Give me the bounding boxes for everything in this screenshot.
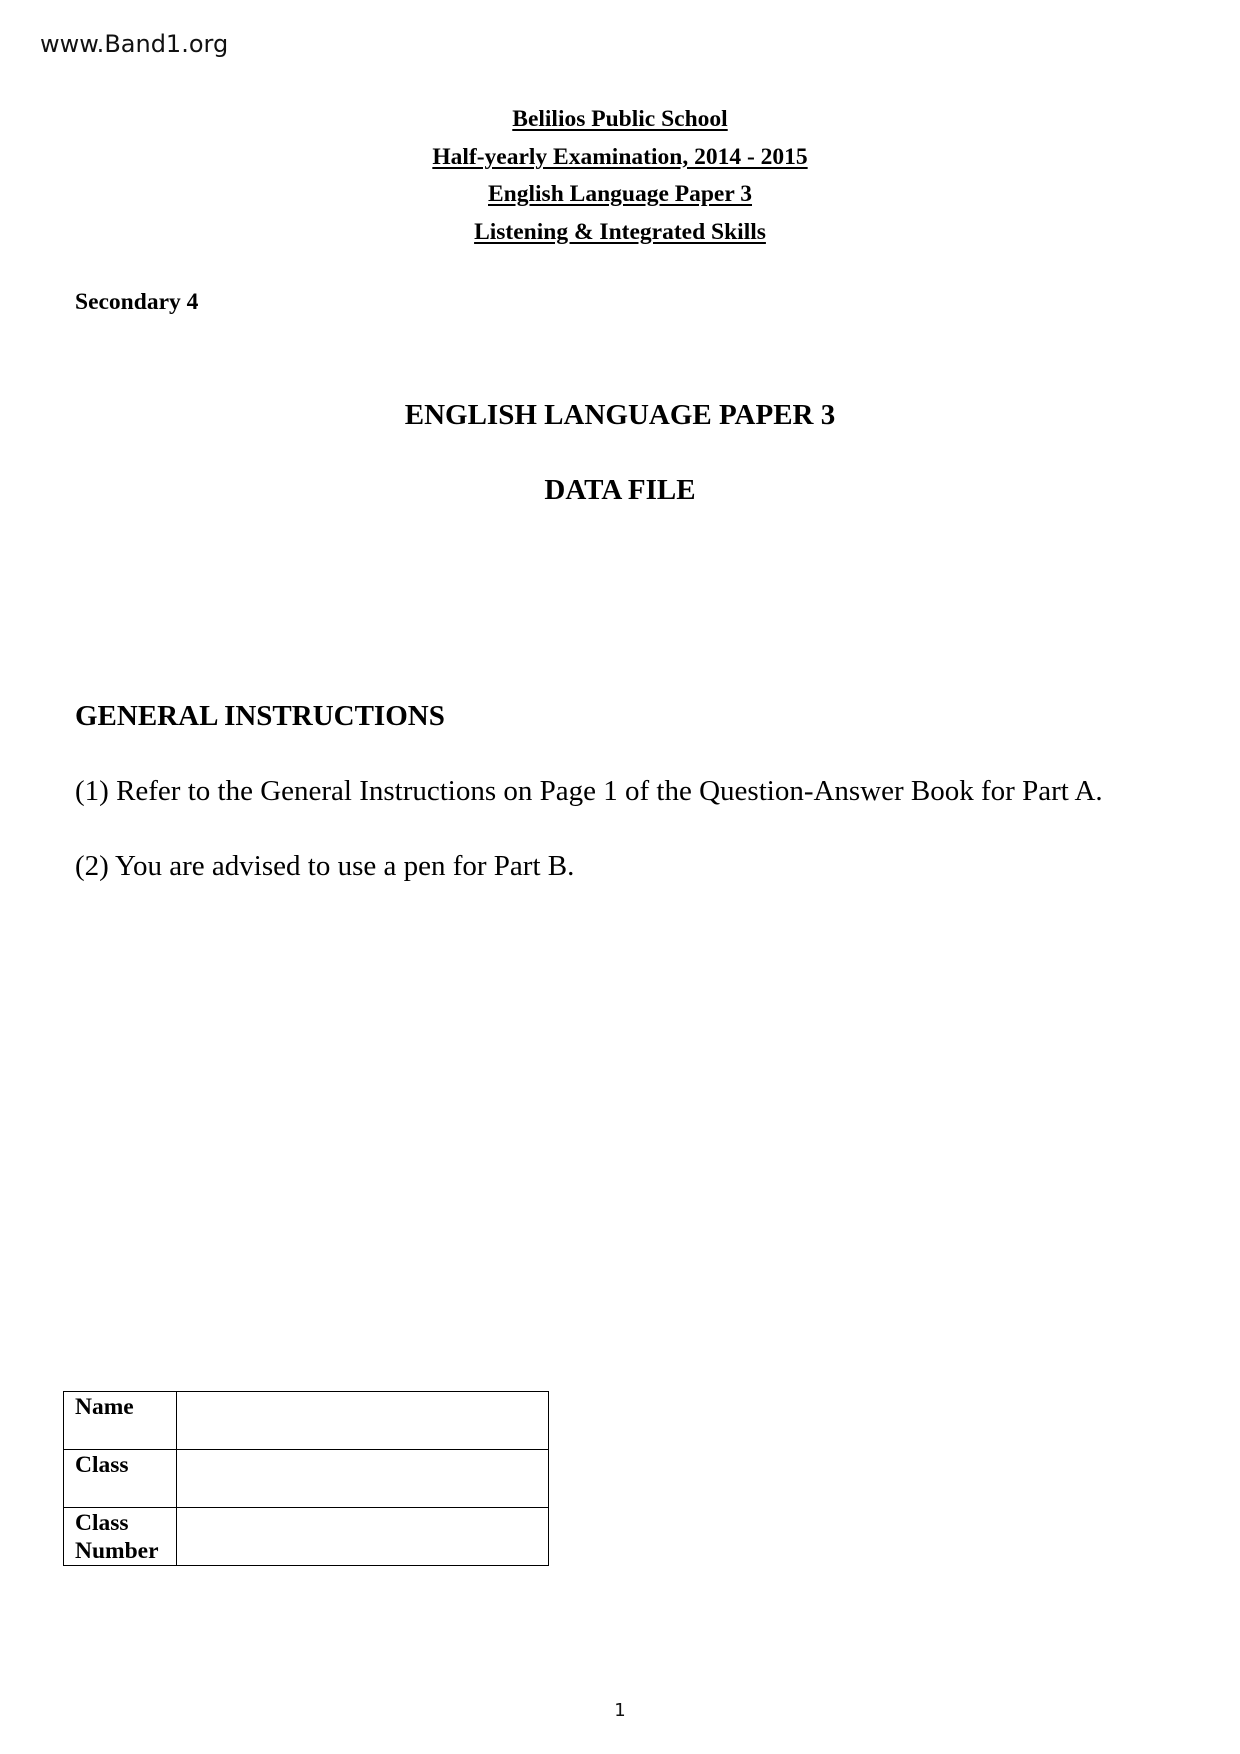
student-info-table xyxy=(63,1391,549,1566)
name-label: Name xyxy=(64,1392,177,1450)
table-row xyxy=(64,1392,549,1450)
watermark-url: www.Band1.org xyxy=(40,30,229,58)
table-row xyxy=(64,1508,549,1566)
page-number: 1 xyxy=(614,1700,626,1721)
paper-title: ENGLISH LANGUAGE PAPER 3 xyxy=(404,399,836,431)
paper-name: English Language Paper 3 xyxy=(488,181,752,207)
class-number-field[interactable] xyxy=(177,1508,549,1566)
class-label: Class xyxy=(64,1450,177,1508)
class-field[interactable] xyxy=(177,1450,549,1508)
exam-header xyxy=(0,101,1240,251)
instruction-item: (1) Refer to the General Instructions on Page 1 of the Question-Answer Book for Part A. xyxy=(75,775,1103,807)
school-name: Belilios Public School xyxy=(512,106,728,132)
table-row xyxy=(64,1450,549,1508)
class-number-label xyxy=(64,1508,177,1566)
paper-skills: Listening & Integrated Skills xyxy=(474,218,766,245)
instruction-item: (2) You are advised to use a pen for Part B. xyxy=(75,850,575,882)
level-label: Secondary 4 xyxy=(75,289,199,315)
class-number-label-line1: Class xyxy=(75,1510,129,1536)
general-instructions-heading: GENERAL INSTRUCTIONS xyxy=(75,700,445,732)
class-number-label-line2: Number xyxy=(75,1538,159,1564)
name-field[interactable] xyxy=(177,1392,549,1450)
document-type: DATA FILE xyxy=(544,474,696,506)
exam-title: Half-yearly Examination, 2014 - 2015 xyxy=(432,143,808,170)
